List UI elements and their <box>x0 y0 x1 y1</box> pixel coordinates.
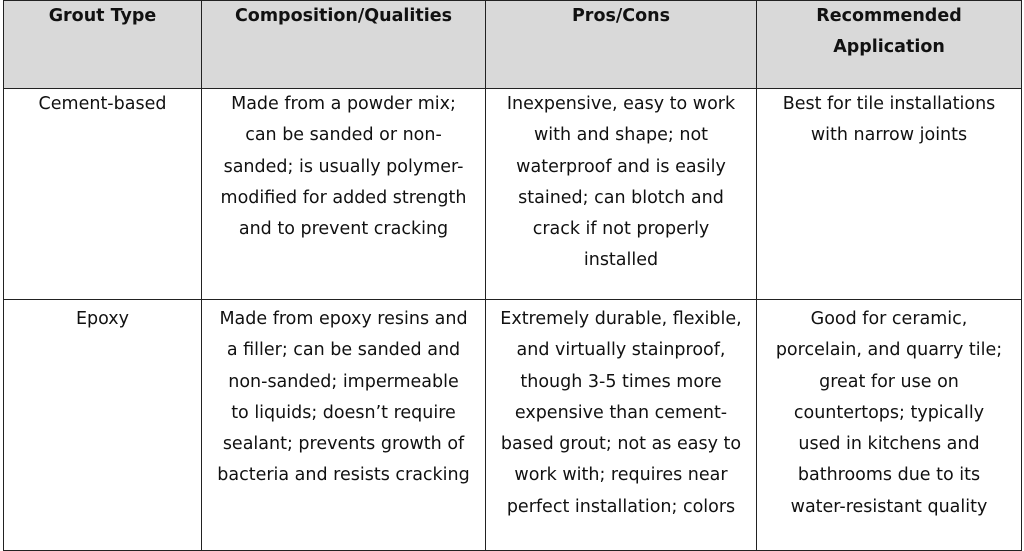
cell-line: work with; requires near <box>514 465 728 486</box>
grout-comparison-table-wrapper <box>3 0 1021 545</box>
cell-line: based grout; not as easy to <box>500 434 742 455</box>
cell-line: installed <box>583 250 659 271</box>
header-line: Grout Type <box>48 6 157 26</box>
header-line: Recommended <box>816 6 962 26</box>
cell-line: Good for ceramic, <box>810 309 968 329</box>
cell-composition <box>202 89 486 300</box>
header-line: Pros/Cons <box>571 6 671 26</box>
cell-line: and to prevent cracking <box>238 219 449 240</box>
cell-line: used in kitchens and <box>798 434 980 455</box>
cell-pros-cons <box>486 300 757 551</box>
header-line: Application <box>833 37 945 58</box>
cell-line: Extremely durable, flexible, <box>500 309 742 329</box>
cell-line: stained; can blotch and <box>518 187 724 208</box>
cell-line: a filler; can be sanded and <box>226 340 461 361</box>
cell-application <box>757 300 1022 551</box>
cell-line: Best for tile installations <box>782 94 996 114</box>
cell-line: and virtually stainproof, <box>516 340 726 361</box>
cell-line: sealant; prevents growth of <box>222 434 465 455</box>
cell-line: though 3-5 times more <box>520 371 722 392</box>
cell-composition <box>202 300 486 551</box>
cell-line: countertops; typically <box>793 402 985 423</box>
cell-line: with narrow joints <box>810 125 968 146</box>
grout-comparison-table <box>3 0 1022 551</box>
header-line: Composition/Qualities <box>234 6 453 26</box>
cell-line: crack if not properly <box>532 219 710 240</box>
cell-line: can be sanded or non- <box>245 125 442 146</box>
cell-line: Epoxy <box>75 309 130 329</box>
cell-line: bathrooms due to its <box>797 465 981 486</box>
cell-line: non-sanded; impermeable <box>228 371 459 392</box>
cell-line: Inexpensive, easy to work <box>506 94 736 114</box>
cell-line: Cement-based <box>38 94 167 114</box>
cell-line: Made from a powder mix; <box>231 94 456 114</box>
cell-line: water-resistant quality <box>790 496 988 517</box>
cell-line: expensive than cement- <box>514 402 728 423</box>
cell-line: to liquids; doesn’t require <box>231 402 456 423</box>
cell-line: Made from epoxy resins and <box>219 309 468 329</box>
cell-grout-type <box>4 89 202 300</box>
cell-line: great for use on <box>819 371 959 392</box>
header-pros-cons <box>486 1 757 89</box>
table-row-epoxy <box>4 300 1022 551</box>
header-grout-type <box>4 1 202 89</box>
table-row-cement-based <box>4 89 1022 300</box>
cell-line: bacteria and resists cracking <box>217 465 470 486</box>
header-composition <box>202 1 486 89</box>
cell-line: modified for added strength <box>220 187 467 208</box>
cell-line: waterproof and is easily <box>516 156 726 177</box>
cell-line: porcelain, and quarry tile; <box>775 340 1003 361</box>
header-application <box>757 1 1022 89</box>
header-row <box>4 1 1022 89</box>
cell-line: perfect installation; colors <box>506 496 736 517</box>
cell-line: sanded; is usually polymer- <box>223 156 464 177</box>
cell-application <box>757 89 1022 300</box>
cell-pros-cons <box>486 89 757 300</box>
cell-line: with and shape; not <box>533 125 709 146</box>
cell-grout-type <box>4 300 202 551</box>
